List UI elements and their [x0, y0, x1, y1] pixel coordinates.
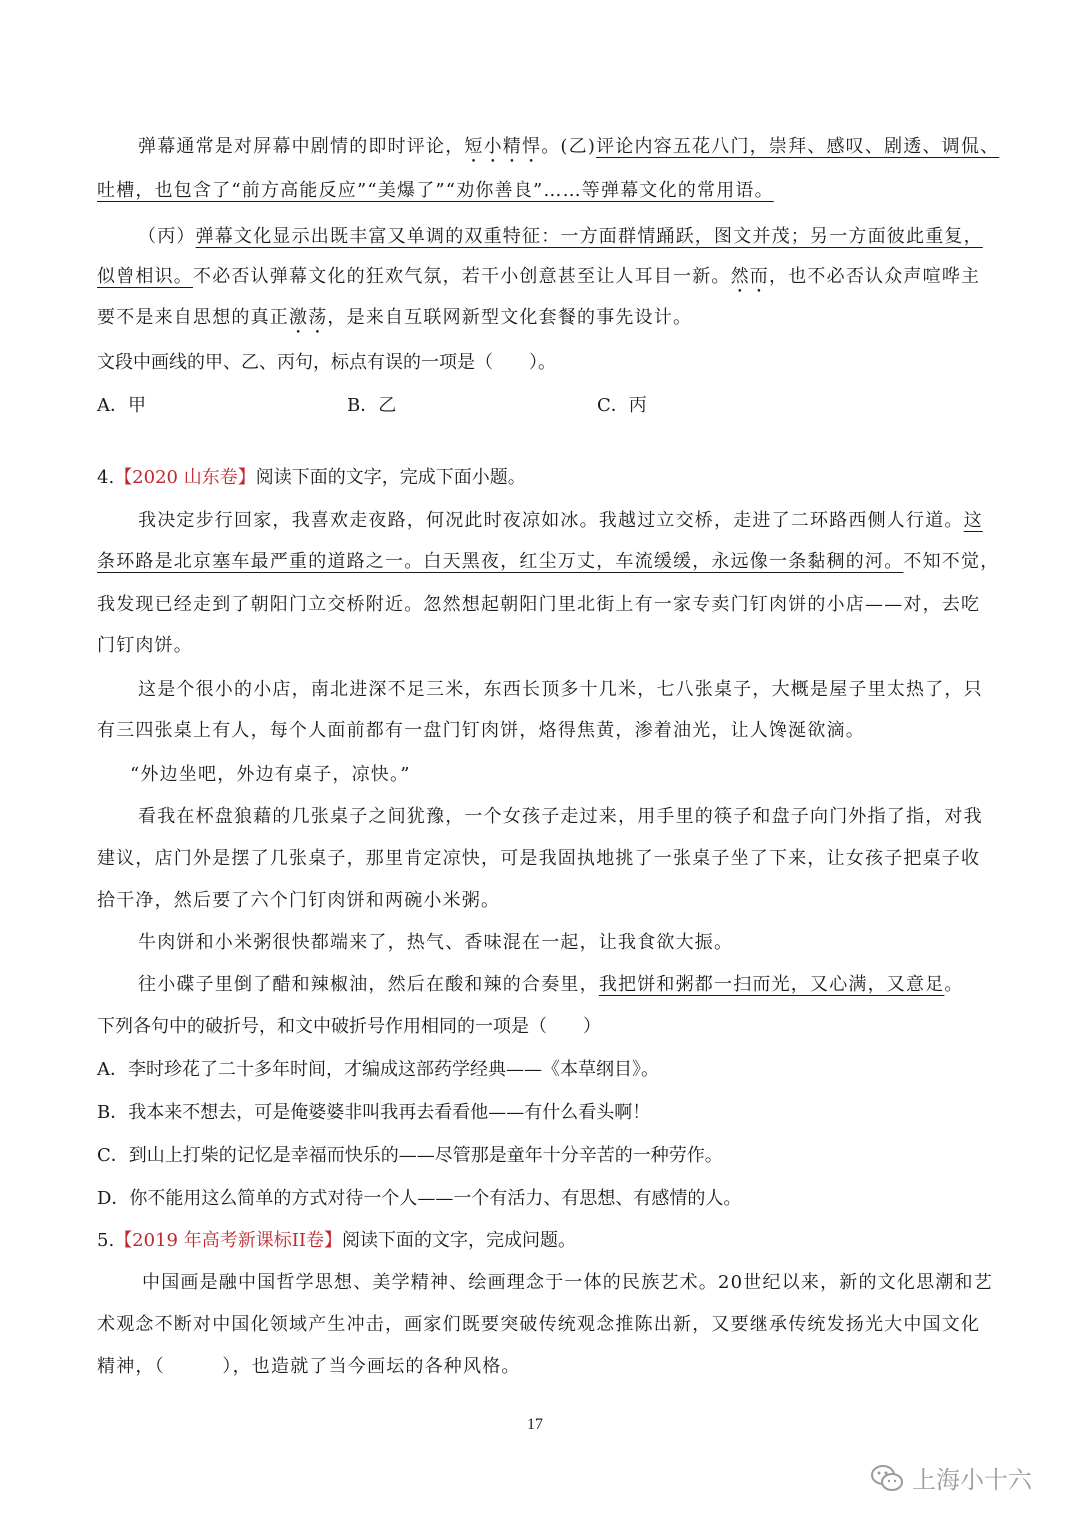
question-stem: 下列各句中的破折号，和文中破折号作用相同的一项是（ ） — [97, 1016, 601, 1037]
question-number: 5. — [97, 1230, 115, 1251]
option-b: B．我本来不想去，可是俺婆婆非叫我再去看看他——有什么看头啊！ — [97, 1102, 651, 1123]
underlined-sentence: 条环路是北京塞车最严重的道路之一。白天黑夜，红尘万丈，车流缓缓，永远像一条黏稠的河。 — [97, 551, 904, 572]
text-line — [138, 224, 983, 250]
text-line: 有三四张桌上有人，每个人面前都有一盘门钉肉饼，烙得焦黄，渗着油光，让人馋涎欲滴。 — [97, 720, 865, 741]
text-line: 这是个很小的小店，南北进深不足三米，东西长顶多十几米，七八张桌子，大概是屋子里太热了，只 — [138, 679, 983, 700]
text-run: ，也不必否认众声喧哗主 — [769, 266, 981, 287]
text-line — [97, 549, 999, 575]
underlined-sentence: 我把饼和粥都一扫而光，又心满，又意足 — [598, 974, 945, 995]
text-line: 术观念不断对中国化领域产生冲击，画家们既要突破传统观念推陈出新，又要继承传统发扬光大中国文化 — [97, 1314, 981, 1335]
text-line — [97, 264, 980, 297]
text-line — [97, 305, 692, 338]
underlined-sentence-bing: 似曾相识。 — [97, 266, 193, 287]
option-c: C．到山上打柴的记忆是幸福而快乐的——尽管那是童年十分辛苦的一种劳作。 — [97, 1145, 723, 1166]
text-line — [138, 134, 999, 167]
text-line: 中国画是融中国哲学思想、美学精神、绘画理念于一体的民族艺术。20世纪以来，新的文化思潮和艺 — [142, 1272, 993, 1293]
question-stem: 文段中画线的甲、乙、丙句，标点有误的一项是（ ）。 — [97, 352, 556, 373]
text-line: “外边坐吧，外边有桌子，凉快。” — [130, 764, 411, 785]
text-line: 我发现已经走到了朝阳门立交桥附近。忽然想起朝阳门里北街上有一家专卖门钉肉饼的小店——对，去吃 — [97, 594, 981, 615]
text-line: 看我在杯盘狼藉的几张桌子之间犹豫，一个女孩子走过来，用手里的筷子和盘子向门外指了指，对我 — [138, 806, 983, 827]
question-header — [97, 1228, 576, 1254]
text-run: 不知不觉， — [903, 551, 1000, 572]
text-line: 门钉肉饼。 — [97, 635, 193, 656]
question-title: 阅读下面的文字，完成问题。 — [341, 1230, 576, 1251]
option-a: A．李时珍花了二十多年时间，才编成这部药学经典——《本草纲目》。 — [97, 1059, 659, 1080]
watermark-text: 上海小十六 — [912, 1466, 1032, 1494]
page-number: 17 — [527, 1416, 543, 1433]
text-run: 不必否认弹幕文化的狂欢气氛，若干小创意甚至让人耳目一新。 — [193, 266, 731, 287]
underlined-sentence-bing: 弹幕文化显示出既丰富又单调的双重特征：一方面群情踊跃，图文并茂；另一方面彼此重复， — [195, 226, 983, 247]
source-tag: 【2019 年高考新课标II卷】 — [114, 1230, 342, 1251]
text-run: ，是来自互联网新型文化套餐的事先设计。 — [327, 307, 693, 328]
question-header — [97, 465, 526, 491]
text-run: 要不是来自思想的真正 — [97, 307, 289, 328]
text-run: 。 — [944, 974, 964, 995]
watermark — [870, 1460, 1032, 1495]
option-d: D．你不能用这么简单的方式对待一个人——一个有活力、有思想、有感情的人。 — [97, 1188, 742, 1209]
text-line — [97, 178, 774, 204]
dotted-words: 然而 — [730, 266, 770, 287]
text-run: 往小碟子里倒了醋和辣椒油，然后在酸和辣的合奏里， — [138, 974, 599, 995]
text-line: 牛肉饼和小米粥很快都端来了，热气、香味混在一起，让我食欲大振。 — [138, 932, 734, 953]
question-title: 阅读下面的文字，完成下面小题。 — [255, 467, 526, 488]
dotted-words: 激荡 — [289, 307, 328, 328]
text-line — [138, 508, 983, 534]
text-run: 。(乙) — [541, 136, 597, 157]
text-line: 建议，店门外是摆了几张桌子，那里肯定凉快，可是我固执地挑了一张桌子坐了下来，让女孩子把桌子收 — [97, 848, 981, 869]
option-a: A．甲 — [97, 395, 146, 416]
underlined-sentence-yi: 评论内容五花八门，崇拜、感叹、剧透、调侃、 — [596, 136, 1000, 157]
text-run: 我决定步行回家，我喜欢走夜路，何况此时夜凉如冰。我越过立交桥，走进了二环路西侧人行道。 — [138, 510, 964, 531]
underlined-sentence-yi: 吐槽，也包含了“前方高能反应”“美爆了”“劝你善良”……等弹幕文化的常用语。 — [97, 180, 774, 201]
text-line: 精神，（ ），也造就了当今画坛的各种风格。 — [97, 1356, 521, 1377]
wechat-icon — [870, 1463, 904, 1493]
question-number: 4. — [97, 467, 115, 488]
dotted-words: 短小精悍 — [464, 136, 542, 157]
option-b: B．乙 — [347, 395, 397, 416]
option-c: C．丙 — [597, 395, 647, 416]
underlined-sentence: 这 — [963, 510, 983, 531]
text-line: 拾干净，然后要了六个门钉肉饼和两碗小米粥。 — [97, 890, 501, 911]
text-run: （丙） — [138, 226, 196, 247]
text-run: 弹幕通常是对屏幕中剧情的即时评论， — [138, 136, 465, 157]
source-tag: 【2020 山东卷】 — [114, 467, 256, 488]
text-line — [138, 972, 964, 998]
